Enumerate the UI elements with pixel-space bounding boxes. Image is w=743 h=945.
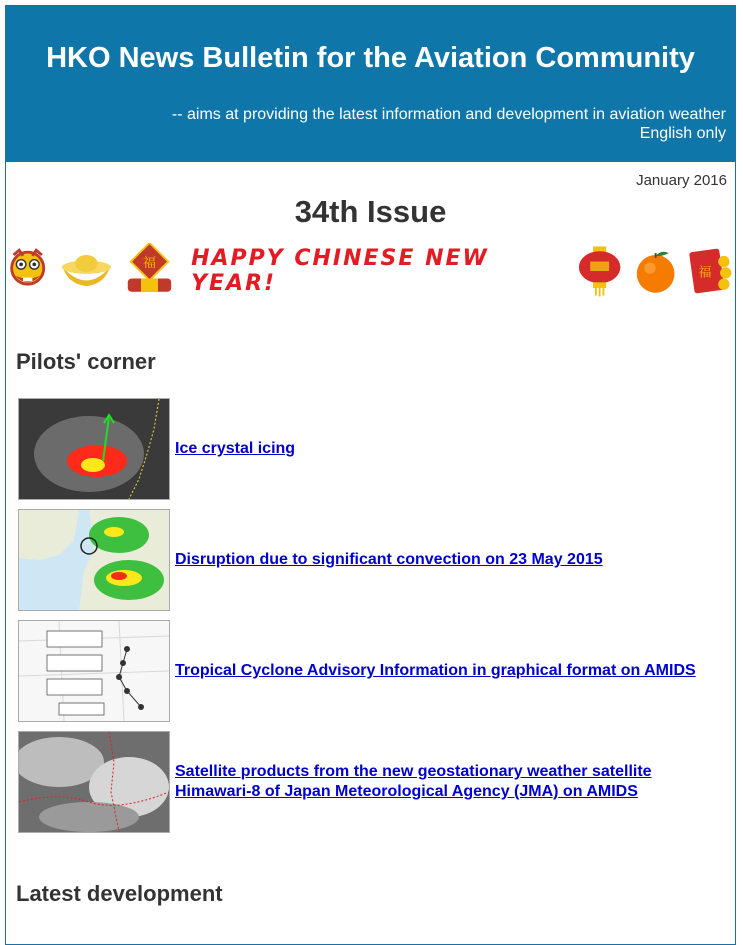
radar-icing-thumbnail[interactable] bbox=[18, 398, 170, 500]
article-item bbox=[18, 620, 696, 722]
lion-dance-icon bbox=[6, 246, 49, 296]
chinese-new-year-banner bbox=[6, 242, 735, 300]
bulletin-frame bbox=[5, 5, 736, 945]
article-link-ice-crystal-icing[interactable]: Ice crystal icing bbox=[175, 440, 296, 457]
svg-text:福: 福 bbox=[698, 265, 712, 281]
article-link-convection-disruption[interactable]: Disruption due to significant convection on 23 May 2015 bbox=[175, 551, 603, 568]
svg-text:福: 福 bbox=[142, 256, 157, 272]
issue-date: January 2016 bbox=[636, 172, 727, 189]
bulletin-title: HKO News Bulletin for the Aviation Community bbox=[46, 42, 695, 74]
red-packet-icon bbox=[688, 245, 735, 297]
cyclone-track-thumbnail[interactable] bbox=[18, 620, 170, 722]
pilots-corner-heading: Pilots' corner bbox=[16, 349, 156, 374]
fortune-sign-icon bbox=[124, 243, 175, 299]
radar-convection-thumbnail[interactable] bbox=[18, 509, 170, 611]
latest-development-heading: Latest development bbox=[16, 881, 223, 906]
article-item bbox=[18, 509, 603, 611]
mandarin-orange-icon bbox=[633, 246, 678, 296]
language-note: English only bbox=[639, 125, 726, 142]
header-banner bbox=[6, 6, 735, 162]
article-item bbox=[18, 731, 665, 833]
tagline-description: -- aims at providing the latest information and development in aviation weather bbox=[171, 106, 726, 123]
article-link-himawari-8-products[interactable]: Satellite products from the new geostationary weather satellite Himawari-8 of Japan Meteorological Agency (JMA) on AMIDS bbox=[175, 763, 652, 800]
tagline bbox=[172, 105, 726, 143]
article-link-tropical-cyclone-advisory[interactable]: Tropical Cyclone Advisory Information in graphical format on AMIDS bbox=[175, 662, 696, 679]
article-item bbox=[18, 398, 295, 500]
new-year-greeting: HAPPY CHINESE NEW YEAR! bbox=[191, 246, 489, 296]
issue-number: 34th Issue bbox=[294, 194, 447, 229]
lantern-icon bbox=[577, 243, 622, 299]
satellite-image-thumbnail[interactable] bbox=[18, 731, 170, 833]
gold-ingot-icon bbox=[59, 251, 114, 291]
